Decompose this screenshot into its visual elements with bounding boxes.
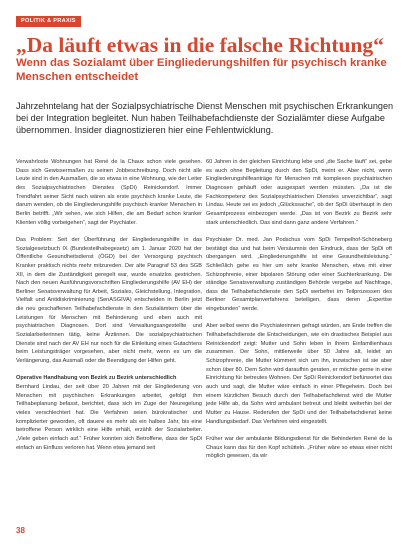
article-lead: Jahrzehntelang hat der Sozialpsychiatrische Dienst Menschen mit psychischen Erkrankungen bei der Integration begleitet. Nun haben Teilhabefachdienste der Sozialämter diese Aufgabe übernommen. Insider diagnostizieren hier eine Fehlentwicklung. <box>16 101 394 135</box>
paragraph: Bernhard Lindau, der seit über 20 Jahren mit der Eingliederung von Menschen mit psychischen Erkrankungen arbeitet, gefolgt ihm Teilhabeplanung befasst, berichtet, dass sich im Zuge der Neuregelung vieles verschlechtert hat. Die Verfahren seien bürokratischer und komplizierter geworden, oft dauere es mehr als ein halbes Jahr, bis eine betroffene Person wirklich eine Hilfe erhält, erzählt der Sozialarbeiter. „Viele geben einfach auf.“ Früher konnten sich Betroffene, dass der SpDi einfach an Einfluss verloren hat. Wenn etwa jemand seit <box>16 384 202 451</box>
section-label: POLITIK & PRAXIS <box>16 16 81 27</box>
page-number: 38 <box>16 526 25 535</box>
text-column-left <box>16 158 202 452</box>
paragraph: Aber selbst wenn die Psychiaterinnen gefragt würden, am Ende treffen die Teilhabefachdienste die Entscheidungen, wie ein drastisches Beispiel aus Reinickendorf zeigt: Mutter und Sohn leben in ihrem Einfamilienhaus zusammen. Der Sohn, mittlerweile über 50 Jahre alt, leidet an Schizophrenie, die Mutter kümmert sich um ihn, inzwischen ist sie aber schon über 80. Dem Sohn wird daraufhin geraten, er möchte gerne in eine Einrichtung für betreutes Wohnen. Der SpDi Reinickendorf befürwortet das auch und sagt, die Mutter wäre einfach in einer Pflegeheim. Doch bei einem kürzlichen Besuch durch den Teilhabefachdienst wird die Mutter jede Hilfe ab, da Sohn wird ambulant betreut und bleibt weiterhin bei der Mutter zu Hause. Rederufen der SpDi und der Teilhabefachdienst keine Handlungsbedarf. Das Verfahren wird eingestellt. <box>206 323 392 425</box>
section-subhead: Operative Handhabung von Bezirk zu Bezirk unterschiedlich <box>16 375 177 382</box>
article-headline: „Da läuft etwas in die falsche Richtung“ <box>16 33 384 57</box>
paragraph: Das Problem: Seit der Überführung der Eingliederungshilfe in das Sozialgesetzbuch IX (Bundesteilhabegesetz) am 1. Januar 2020 hat der Öffentliche Gesundheitsdienst (ÖGD) bei der Versorgung psychisch Kranker praktisch nichts mehr mitzureden. Der alte Paragraf 53 des SGB XII, in dem die Zuständigkeit geregelt war, wurde ersatzlos gestrichen. Nach den neuen Ausführungsvorschriften Eingliederungshilfe (AV EH) der Berliner Senatsverwaltung für Arbeit, Soziales, Gleichstellung, Integration, Vielfalt und Antidiskriminierung (SenASGIVA) entscheiden in Berlin jetzt die neu geschaffenen Teilhabefachdienste in den Sozialämtern über die Leistungen für Menschen mit Behinderung und eben auch mit psychiatrischen Diagnosen. Dort sind Verwaltungsangestellte und Sozialarbeiterinnen tätig, keine Ärztinnen. Die sozialpsychiatrischen Dienste sind nach der AV EH nur noch für die Einleitung eines Gutachtens beim Leistungsträger vorgesehen, aber nicht mehr, wenn es um die Verlängerung, das Ausmaß oder die Beendigung der Hilfen geht. <box>16 236 202 365</box>
paragraph: Früher war der ambulante Bildungsdienst für die Behinderten René de la Chaux kann das für den Kopf schütteln. „Früher wäre so etwas einer nicht möglich gewesen, da wir <box>206 435 392 460</box>
text-column-right <box>206 158 392 461</box>
paragraph: Psychiater Dr. med. Jan Podschus vom SpDi Tempelhof-Schöneberg bestätigt das und hat beim Versäumnis den Eindruck, dass der SpDi oft übergangen wird. „Eingliederungshilfe ist eine Gesundheitsleistung.“ Schließlich gehe es hier um sehr kranke Menschen, etwa mit einer Schizophrenie, einer bipolaren Störung oder einer Suchterkrankung. Die ständige Senatsverwaltung zuständigen Behörde vergebe auf Nachfrage, dass die Teilhabefachdienste den SpDi werbefrei im Teilprozessen des Berliner Gesamtplanverfahrens beteiligen, dass deren „Expertise eingebunden“ werde. <box>206 236 392 313</box>
article-subheadline: Wenn das Sozialamt über Eingliederungshilfen für psychisch kranke Menschen entscheidet <box>16 57 387 83</box>
paragraph: Verwahrloste Wohnungen hat René de la Chaux schon viele gesehen. Dass sich Gewissermaßen zu seinen Jobbeschreibung. Doch nicht alle Leute sind in den Ausmaßen, die so etwas in eine Wohnung, wie der Leiter des Sozialpsychiatrischen Dienstes (SpDi) Reinickendorf. Immer Trendfahrt seiner Sicht nach wären als erste psychisch kranke Leute, die darum wenden, ob die Eingliederungshilfe psychisch kranker Menschen in Berlin betrifft. „Wir sehen, wie sich Hilfen, die am Bedarf schon kranker Klienten völlig vorbeigehen“, sagt der Psychiater. <box>16 159 202 226</box>
paragraph: 60 Jahren in der gleichen Einrichtung lebe und „die Sache läuft“ sei, gebe es auch ohne Begleitung durch den SpDi, meint er. Aber nicht, wenn Eingliederungshilfeanträge für Menschen mit komplexen psychiatrischen Diagnosen gehäuft oder ausgespart werden müssten. „Da ist die Fachkompetenz des Sozialpsychiatrischen Dienstes unverzichtbar“, sagt Lindau. Heute sei es jedoch „Glückssache“, ob der SpDi überhaupt in den Gesamtprozess einbezogen werde. „Das ist von Bezirk zu Bezirk sehr stark unterschiedlich. Das sind dann ganz andere Verfahren.“ <box>206 159 392 226</box>
